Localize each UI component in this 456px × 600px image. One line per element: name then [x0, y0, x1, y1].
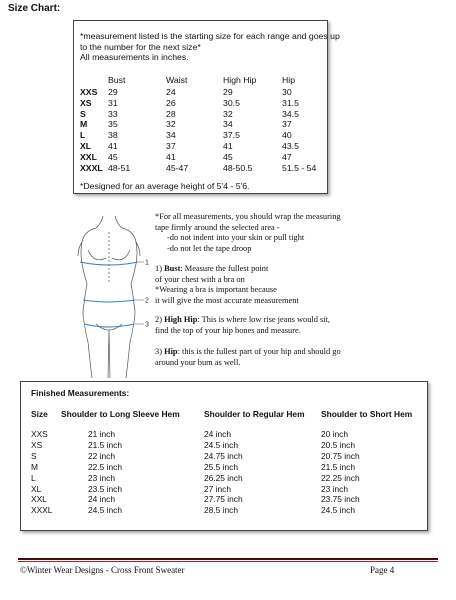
- finished-cell: 22.5 inch: [88, 461, 122, 472]
- size-chart-cell: 41: [108, 141, 118, 151]
- size-chart-cell: 32: [166, 119, 176, 130]
- finished-row-size: L: [31, 472, 36, 483]
- size-chart-cell: 34: [166, 130, 176, 141]
- finished-measurements-heading: Finished Measurements:: [31, 388, 130, 398]
- size-chart-box: [73, 20, 340, 194]
- instruction-line: it will give the most accurate measurement: [155, 295, 299, 305]
- size-chart-cell: 48-50.5: [223, 162, 253, 173]
- finished-col-regular-hem: Shoulder to Regular Hem: [204, 409, 305, 419]
- footer-rule-accent: [18, 561, 438, 562]
- size-chart-cell: 33: [108, 108, 118, 119]
- size-chart-footnote: *Designed for an average height of 5'4 - 5'6.: [80, 181, 250, 191]
- finished-cell: 22.25 inch: [321, 472, 360, 483]
- finished-cell: 23 inch: [321, 483, 349, 494]
- size-chart-note-1: *measurement listed is the starting size for each range and goes up: [80, 31, 340, 41]
- finished-cell: 22 inch: [88, 450, 116, 461]
- finished-col-long-sleeve: Shoulder to Long Sleeve Hem: [61, 409, 180, 419]
- instruction-line: -do not indent into your skin or pull tight: [167, 233, 305, 243]
- size-chart-cell: 31.5: [282, 97, 299, 108]
- finished-cell: 24.5 inch: [321, 505, 355, 516]
- size-chart-row-size: XXXL: [80, 162, 103, 173]
- finished-cell: 28.5 inch: [204, 505, 238, 516]
- finished-measurements-box: [20, 381, 428, 531]
- finished-col-size: Size: [31, 409, 48, 419]
- size-chart-cell: 45: [223, 151, 233, 162]
- col-header-hip: Hip: [282, 75, 296, 85]
- size-chart-cell: 30: [282, 87, 292, 97]
- instruction-line: tape firmly around the selected area -: [155, 222, 280, 232]
- finished-col-short-hem: Shoulder to Short Hem: [321, 409, 413, 419]
- col-header-high-hip: High Hip: [223, 75, 257, 85]
- figure-label-1: 1: [145, 259, 149, 267]
- finished-row-size: XL: [31, 483, 42, 494]
- size-chart-row-size: L: [80, 130, 86, 141]
- size-chart-cell: 29: [223, 87, 233, 97]
- size-chart-note-3: All measurements in inches.: [80, 52, 189, 62]
- instruction-line: -do not let the tape droop: [167, 243, 252, 253]
- instruction-line: around your bum as well.: [155, 357, 241, 367]
- size-chart-cell: 32: [223, 108, 233, 119]
- instruction-line: *For all measurements, you should wrap the measuring: [155, 212, 341, 221]
- finished-cell: 21 inch: [88, 429, 116, 439]
- size-chart-row-size: XXS: [80, 87, 98, 97]
- size-chart-cell: 38: [108, 130, 118, 141]
- size-chart-cell: 30.5: [223, 97, 240, 108]
- footer-rule: [18, 558, 438, 560]
- footer-page-number: Page 4: [370, 565, 395, 575]
- size-chart-cell: 40: [282, 130, 292, 141]
- size-chart-cell: 45-47: [166, 162, 189, 173]
- finished-cell: 27.75 inch: [204, 494, 243, 505]
- size-chart-cell: 37: [282, 119, 292, 130]
- size-chart-cell: 35: [108, 119, 118, 130]
- finished-cell: 24.5 inch: [204, 439, 238, 450]
- size-chart-cell: 37.5: [223, 130, 240, 141]
- finished-cell: 20.5 inch: [321, 439, 355, 450]
- finished-cell: 24 inch: [88, 494, 116, 505]
- size-chart-heading: Size Chart:: [8, 3, 61, 14]
- size-chart-cell: 51.5 - 54: [282, 162, 317, 173]
- instruction-line: find the top of your hip bones and measure.: [155, 325, 301, 335]
- finished-cell: 27 inch: [204, 483, 232, 494]
- size-chart-row-size: XXL: [80, 151, 97, 162]
- finished-cell: 21.5 inch: [321, 461, 355, 472]
- instruction-line: *Wearing a bra is important because: [155, 285, 277, 295]
- finished-row-size: S: [31, 450, 37, 461]
- finished-row-size: XXXL: [31, 505, 53, 516]
- instruction-line: 2) High Hip: This is where low rise jeans would sit,: [155, 315, 331, 324]
- finished-cell: 21.5 inch: [88, 439, 122, 450]
- size-chart-row-size: M: [80, 119, 88, 130]
- finished-row-size: XS: [31, 439, 43, 450]
- finished-cell: 23.75 inch: [321, 494, 360, 505]
- finished-cell: 23 inch: [88, 472, 116, 483]
- size-chart-cell: 41: [223, 141, 233, 151]
- finished-cell: 25.5 inch: [204, 461, 238, 472]
- col-header-bust: Bust: [108, 75, 126, 85]
- size-chart-cell: 29: [108, 87, 118, 97]
- size-chart-note-2: to the number for the next size*: [80, 41, 201, 52]
- size-chart-row-size: S: [80, 108, 86, 119]
- size-chart-cell: 24: [166, 87, 176, 97]
- size-chart-cell: 34.5: [282, 108, 299, 119]
- figure-label-2: 2: [145, 297, 149, 305]
- finished-cell: 23.5 inch: [88, 483, 122, 494]
- instruction-line: of your chest with a bra on: [155, 274, 245, 284]
- col-header-waist: Waist: [166, 75, 188, 85]
- size-chart-cell: 37: [166, 141, 176, 151]
- size-chart-cell: 45: [108, 151, 118, 162]
- size-chart-cell: 48-51: [108, 162, 131, 173]
- size-chart-cell: 43.5: [282, 141, 299, 151]
- size-chart-row-size: XL: [80, 141, 92, 151]
- finished-cell: 26.25 inch: [204, 472, 243, 483]
- size-chart-cell: 26: [166, 97, 176, 108]
- finished-row-size: XXS: [31, 429, 48, 439]
- finished-row-size: M: [31, 461, 38, 472]
- size-chart-cell: 41: [166, 151, 176, 162]
- size-chart-row-size: XS: [80, 97, 92, 108]
- size-chart-cell: 31: [108, 97, 118, 108]
- instruction-line: 1) Bust: Measure the fullest point: [155, 264, 269, 273]
- body-measurement-figure: [70, 212, 150, 382]
- finished-cell: 24.75 inch: [204, 450, 243, 461]
- finished-cell: 24 inch: [204, 429, 232, 439]
- figure-label-3: 3: [145, 321, 149, 329]
- footer-copyright: ©Winter Wear Designs - Cross Front Sweater: [20, 565, 185, 575]
- finished-cell: 20 inch: [321, 429, 349, 439]
- instruction-line: 3) Hip: this is the fullest part of your hip and should go: [155, 347, 341, 356]
- size-chart-cell: 28: [166, 108, 176, 119]
- size-chart-cell: 34: [223, 119, 233, 130]
- finished-row-size: XXL: [31, 494, 47, 505]
- finished-cell: 24.5 inch: [88, 505, 122, 516]
- size-chart-cell: 47: [282, 151, 292, 162]
- finished-cell: 20.75 inch: [321, 450, 360, 461]
